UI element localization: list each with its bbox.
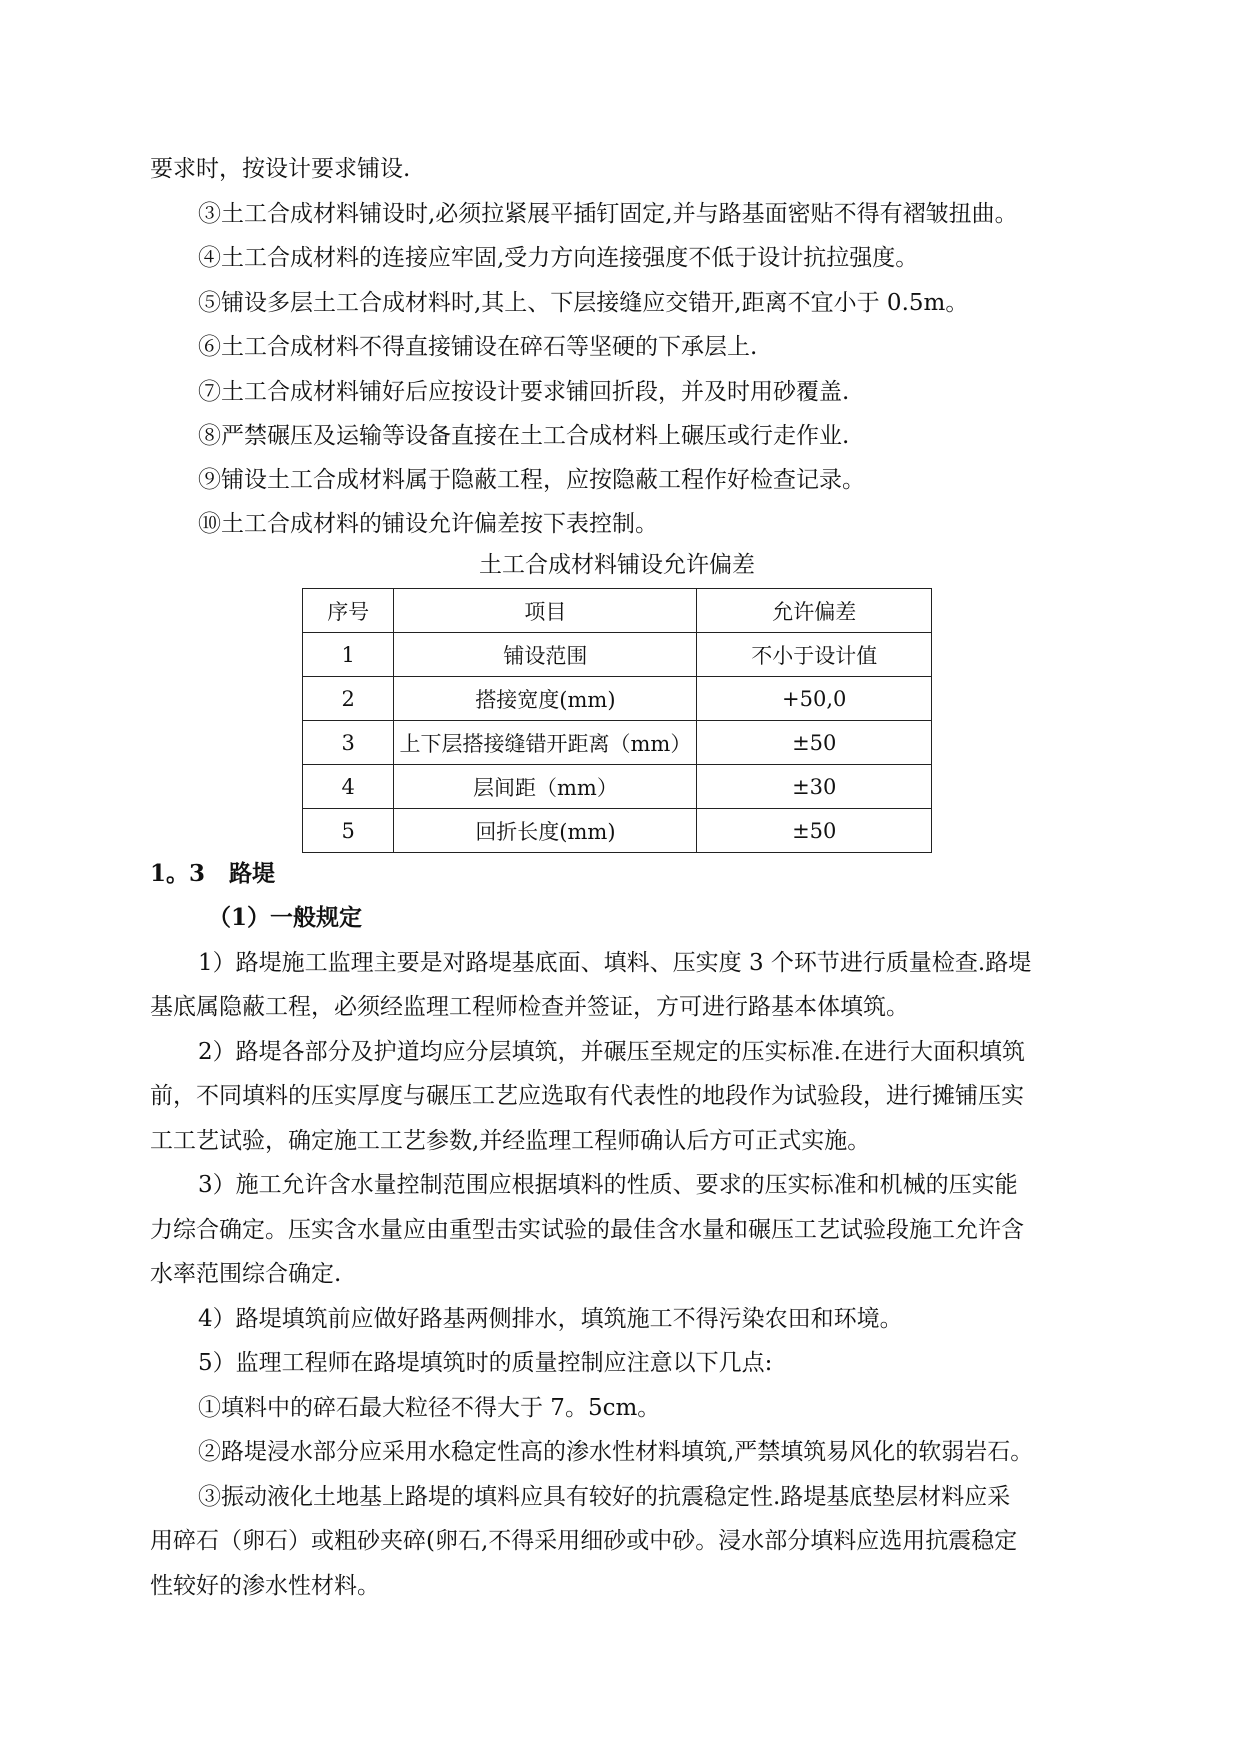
table-row: [303, 809, 932, 853]
table-cell: 层间距（mm）: [394, 765, 697, 809]
paragraph-line: 性较好的渗水性材料。: [150, 1573, 380, 1599]
table-row: [303, 677, 932, 721]
table-cell: 1: [303, 633, 394, 677]
paragraph-line: ②路堤浸水部分应采用水稳定性高的渗水性材料填筑,严禁填筑易风化的软弱岩石。: [198, 1439, 1034, 1465]
paragraph-line: ⑨铺设土工合成材料属于隐蔽工程，应按隐蔽工程作好检查记录。: [198, 467, 865, 493]
paragraph-line: ⑧严禁碾压及运输等设备直接在土工合成材料上碾压或行走作业.: [198, 423, 850, 449]
table-cell: 回折长度(mm): [394, 809, 697, 853]
table-cell: ±30: [697, 765, 932, 809]
table-cell: 4: [303, 765, 394, 809]
table-cell: 不小于设计值: [697, 633, 932, 677]
table-cell: 5: [303, 809, 394, 853]
table-row: [303, 765, 932, 809]
paragraph-line: 工工艺试验，确定施工工艺参数,并经监理工程师确认后方可正式实施。: [150, 1128, 871, 1154]
table-cell: 3: [303, 721, 394, 765]
deviation-table: [302, 588, 932, 853]
paragraph-line: 力综合确定。压实含水量应由重型击实试验的最佳含水量和碾压工艺试验段施工允许含: [150, 1217, 1024, 1243]
subsection-heading: （1）一般规定: [208, 904, 363, 931]
paragraph-line: 4）路堤填筑前应做好路基两侧排水，填筑施工不得污染农田和环境。: [198, 1306, 903, 1332]
table-header-row: [303, 589, 932, 633]
section-title: 路堤: [229, 860, 276, 887]
table-cell: ±50: [697, 721, 932, 765]
table-row: [303, 633, 932, 677]
table-header-cell: 允许偏差: [697, 589, 932, 633]
paragraph-line: ⑦土工合成材料铺好后应按设计要求铺回折段，并及时用砂覆盖.: [198, 379, 850, 405]
table-cell: ±50: [697, 809, 932, 853]
paragraph-line: 要求时，按设计要求铺设.: [150, 156, 411, 182]
table-cell: 2: [303, 677, 394, 721]
table-cell: 上下层搭接缝错开距离（mm）: [394, 721, 697, 765]
table-row: [303, 721, 932, 765]
paragraph-line: 3）施工允许含水量控制范围应根据填料的性质、要求的压实标准和机械的压实能: [198, 1172, 1018, 1198]
paragraph-line: ⑤铺设多层土工合成材料时,其上、下层接缝应交错开,距离不宜小于 0.5m。: [198, 290, 969, 316]
paragraph-line: ①填料中的碎石最大粒径不得大于 7。5cm。: [198, 1395, 661, 1421]
paragraph-line: ③振动液化土地基上路堤的填料应具有较好的抗震稳定性.路堤基底垫层材料应采: [198, 1484, 1011, 1510]
paragraph-line: 水率范围综合确定.: [150, 1261, 342, 1287]
paragraph-line: 基底属隐蔽工程，必须经监理工程师检查并签证，方可进行路基本体填筑。: [150, 994, 909, 1020]
paragraph-line: ⑩土工合成材料的铺设允许偏差按下表控制。: [198, 511, 658, 537]
table-caption: 土工合成材料铺设允许偏差: [479, 552, 755, 578]
paragraph-line: ⑥土工合成材料不得直接铺设在碎石等坚硬的下承层上.: [198, 334, 758, 360]
section-number: 1。3: [150, 860, 206, 887]
paragraph-line: 2）路堤各部分及护道均应分层填筑，并碾压至规定的压实标准.在进行大面积填筑: [198, 1039, 1025, 1065]
section-heading: [150, 859, 275, 889]
table-cell: 搭接宽度(mm): [394, 677, 697, 721]
table-cell: 铺设范围: [394, 633, 697, 677]
paragraph-line: 5）监理工程师在路堤填筑时的质量控制应注意以下几点:: [198, 1350, 773, 1376]
table-header-cell: 序号: [303, 589, 394, 633]
paragraph-line: ③土工合成材料铺设时,必须拉紧展平插钉固定,并与路基面密贴不得有褶皱扭曲。: [198, 201, 1018, 227]
paragraph-line: 用碎石（卵石）或粗砂夹碎(卵石,不得采用细砂或中砂。浸水部分填料应选用抗震稳定: [150, 1528, 1018, 1554]
paragraph-line: 前，不同填料的压实厚度与碾压工艺应选取有代表性的地段作为试验段，进行摊铺压实: [150, 1083, 1024, 1109]
table-cell: +50,0: [697, 677, 932, 721]
table-header-cell: 项目: [394, 589, 697, 633]
paragraph-line: 1）路堤施工监理主要是对路堤基底面、填料、压实度 3 个环节进行质量检查.路堤: [198, 950, 1032, 976]
paragraph-line: ④土工合成材料的连接应牢固,受力方向连接强度不低于设计抗拉强度。: [198, 245, 919, 271]
